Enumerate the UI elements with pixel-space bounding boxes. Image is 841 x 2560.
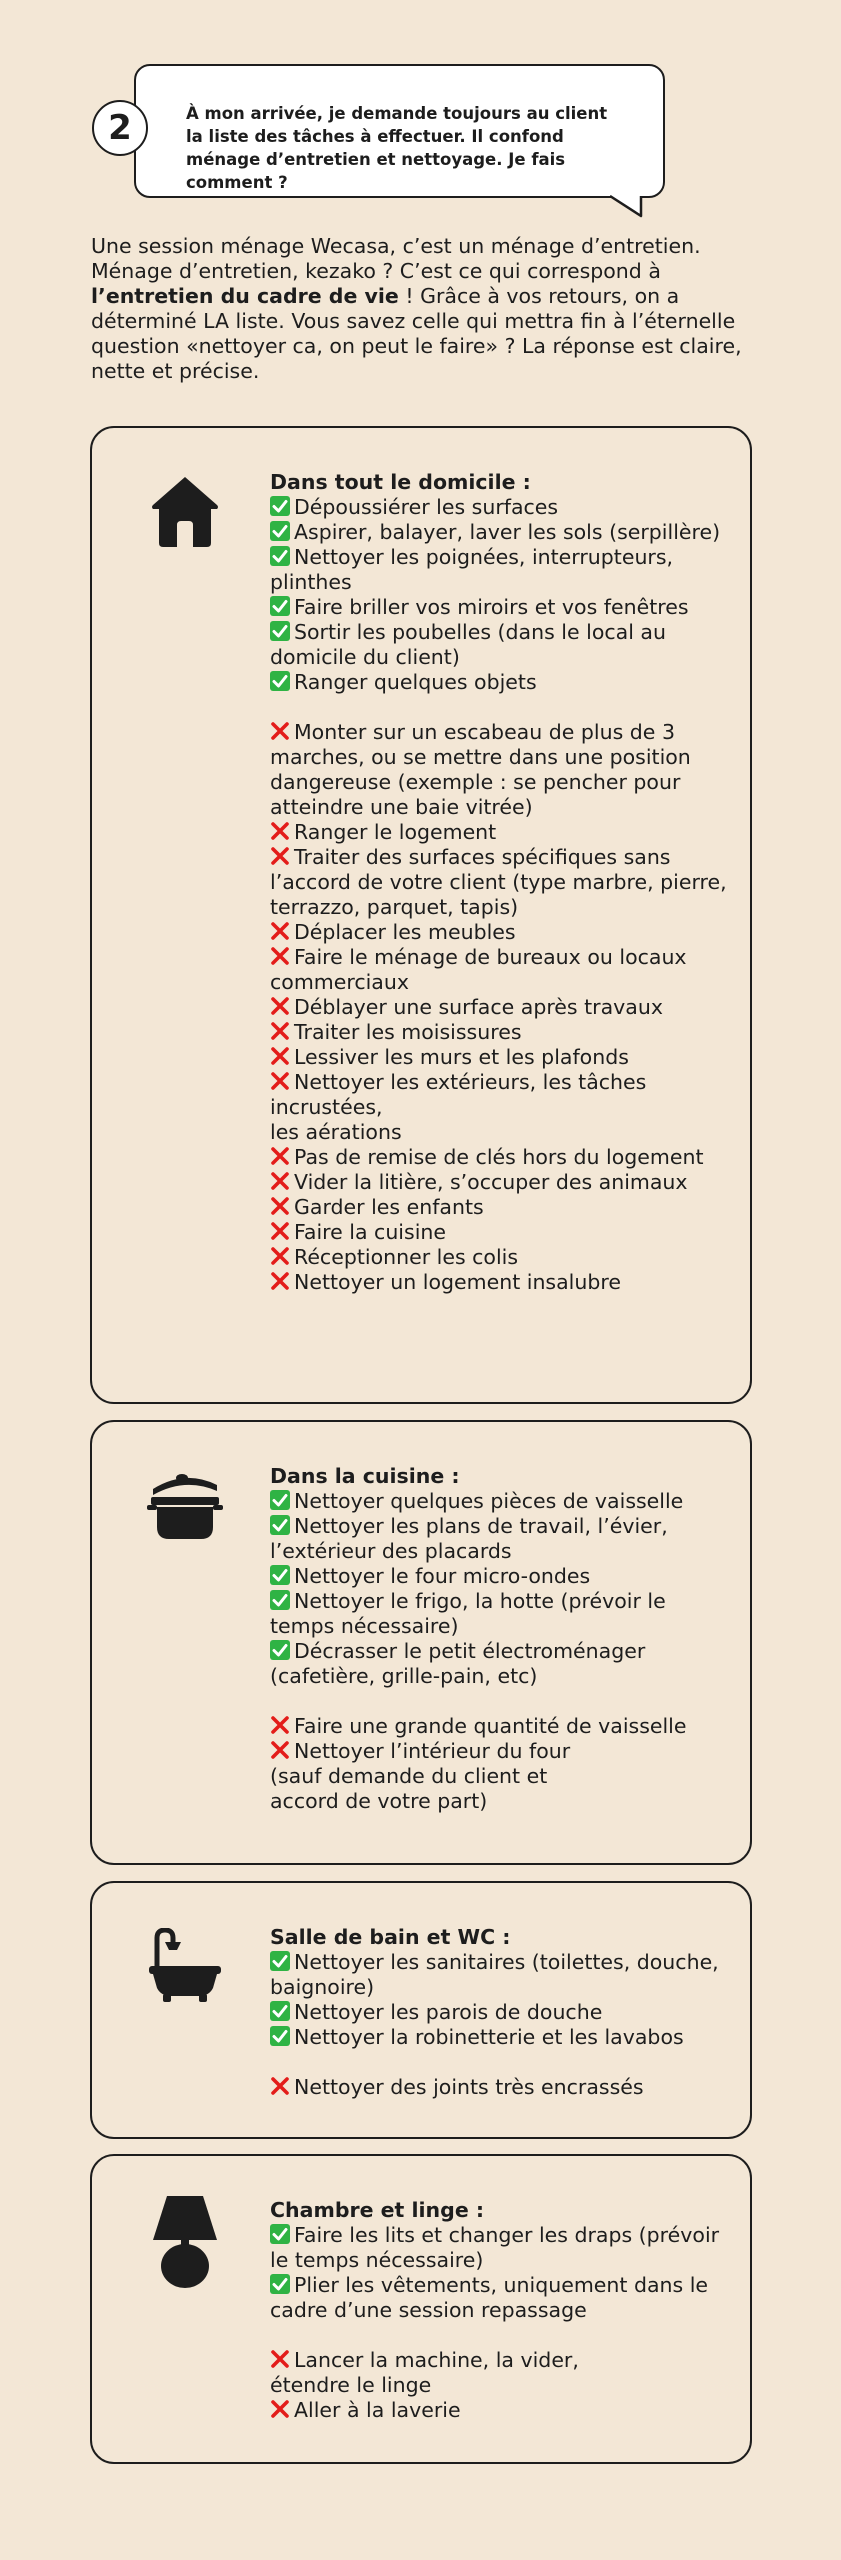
cross-mark-icon <box>270 2076 290 2096</box>
task-label: Nettoyer les poignées, interrupteurs, plinthes <box>270 545 674 594</box>
bubble-tail <box>608 195 644 219</box>
cross-mark-icon <box>270 1171 290 1191</box>
forbidden-task-item <box>270 1195 730 1220</box>
task-label: Ranger quelques objets <box>294 670 537 694</box>
task-label: Nettoyer quelques pièces de vaisselle <box>294 1489 684 1513</box>
task-label: Traiter des surfaces spécifiques sans l’accord de votre client (type marbre, pierre, terrazzo, parquet, tapis) <box>270 845 727 919</box>
forbidden-task-item <box>270 1220 730 1245</box>
cross-mark-icon <box>270 2399 290 2419</box>
forbidden-task-item <box>270 720 730 820</box>
allowed-task-item <box>270 1514 730 1564</box>
allowed-task-item <box>270 670 730 695</box>
task-label: Garder les enfants <box>294 1195 484 1219</box>
task-label: Réceptionner les colis <box>294 1245 519 1269</box>
section-title: Dans la cuisine : <box>270 1464 460 1488</box>
cross-mark-icon <box>270 1221 290 1241</box>
task-label: Nettoyer le four micro-ondes <box>294 1564 591 1588</box>
check-mark-icon <box>270 546 290 566</box>
intro-highlight: l’entretien du cadre de vie <box>91 284 399 308</box>
cross-mark-icon <box>270 1146 290 1166</box>
check-mark-icon <box>270 1565 290 1585</box>
task-label: Monter sur un escabeau de plus de 3 marches, ou se mettre dans une position dangereuse (exemple : se pencher pour atteindre une baie vitrée) <box>270 720 691 819</box>
check-mark-icon <box>270 521 290 541</box>
intro-paragraph: Une session ménage Wecasa, c’est un ménage d’entretien. Ménage d’entretien, kezako ? C’est ce qui correspond à l’entretien du cadre de vie ! Grâce à vos retours, on a déterminé LA liste. Vous savez celle qui mettra fin à l’éternelle question «nettoyer ca, on peut le faire» ? La réponse est claire, nette et précise. <box>91 234 742 383</box>
section-card-kitchen <box>90 1420 752 1865</box>
allowed-task-item <box>270 1489 730 1514</box>
allowed-task-item <box>270 2223 730 2273</box>
cross-mark-icon <box>270 1021 290 1041</box>
task-label: Nettoyer un logement insalubre <box>294 1270 621 1294</box>
forbidden-task-item <box>270 995 730 1020</box>
section-title: Chambre et linge : <box>270 2198 485 2222</box>
forbidden-task-item <box>270 1739 730 1814</box>
section-card-bedroom <box>90 2154 752 2464</box>
allowed-task-item <box>270 1639 730 1689</box>
allowed-task-item <box>270 495 730 520</box>
section-title: Salle de bain et WC : <box>270 1925 511 1949</box>
lamp-icon <box>147 2194 223 2290</box>
check-mark-icon <box>270 621 290 641</box>
task-label: Sortir les poubelles (dans le local au domicile du client) <box>270 620 666 669</box>
task-label: Faire le ménage de bureaux ou locaux commerciaux <box>270 945 687 994</box>
section-content <box>270 1464 730 1814</box>
task-label: Nettoyer les extérieurs, les tâches incrustées, les aérations <box>270 1070 647 1144</box>
task-label: Dépoussiérer les surfaces <box>294 495 559 519</box>
task-label: Aller à la laverie <box>294 2398 461 2422</box>
task-label: Pas de remise de clés hors du logement <box>294 1145 704 1169</box>
cross-mark-icon <box>270 2349 290 2369</box>
step-number-badge: 2 <box>92 100 148 156</box>
task-label: Faire une grande quantité de vaisselle <box>294 1714 687 1738</box>
check-mark-icon <box>270 1951 290 1971</box>
check-mark-icon <box>270 496 290 516</box>
task-label: Nettoyer les sanitaires (toilettes, douche, baignoire) <box>270 1950 719 1999</box>
forbidden-task-item <box>270 2348 730 2398</box>
task-label: Traiter les moisissures <box>294 1020 522 1044</box>
cross-mark-icon <box>270 1740 290 1760</box>
check-mark-icon <box>270 1490 290 1510</box>
house-icon <box>147 473 223 549</box>
task-label: Vider la litière, s’occuper des animaux <box>294 1170 688 1194</box>
list-spacer <box>270 2323 730 2348</box>
check-mark-icon <box>270 596 290 616</box>
section-title: Dans tout le domicile : <box>270 470 531 494</box>
cross-mark-icon <box>270 1046 290 1066</box>
forbidden-task-item <box>270 1245 730 1270</box>
cross-mark-icon <box>270 1246 290 1266</box>
task-label: Nettoyer le frigo, la hotte (prévoir le temps nécessaire) <box>270 1589 666 1638</box>
check-mark-icon <box>270 1590 290 1610</box>
task-label: Lancer la machine, la vider, étendre le linge <box>270 2348 579 2397</box>
forbidden-task-item <box>270 820 730 845</box>
cross-mark-icon <box>270 921 290 941</box>
cross-mark-icon <box>270 846 290 866</box>
list-spacer <box>270 2050 730 2075</box>
forbidden-task-item <box>270 1045 730 1070</box>
check-mark-icon <box>270 2224 290 2244</box>
check-mark-icon <box>270 1640 290 1660</box>
task-label: Décrasser le petit électroménager (cafetière, grille-pain, etc) <box>270 1639 646 1688</box>
check-mark-icon <box>270 2026 290 2046</box>
forbidden-task-item <box>270 2398 730 2423</box>
question-bubble <box>134 64 665 198</box>
section-card-bathroom <box>90 1881 752 2139</box>
forbidden-task-item <box>270 1070 730 1145</box>
task-label: Nettoyer les parois de douche <box>294 2000 603 2024</box>
allowed-task-item <box>270 2273 730 2323</box>
cooking-pot-icon <box>147 1467 223 1543</box>
cross-mark-icon <box>270 1196 290 1216</box>
forbidden-task-item <box>270 1170 730 1195</box>
cross-mark-icon <box>270 821 290 841</box>
allowed-task-item <box>270 620 730 670</box>
allowed-task-item <box>270 545 730 595</box>
forbidden-task-item <box>270 1145 730 1170</box>
check-mark-icon <box>270 2001 290 2021</box>
forbidden-task-item <box>270 920 730 945</box>
cross-mark-icon <box>270 946 290 966</box>
list-spacer <box>270 695 730 720</box>
section-content <box>270 470 730 1295</box>
allowed-task-item <box>270 1950 730 2000</box>
forbidden-task-item <box>270 845 730 920</box>
task-label: Nettoyer les plans de travail, l’évier, l’extérieur des placards <box>270 1514 668 1563</box>
cross-mark-icon <box>270 1071 290 1091</box>
cross-mark-icon <box>270 1271 290 1291</box>
task-label: Faire la cuisine <box>294 1220 446 1244</box>
allowed-task-item <box>270 1564 730 1589</box>
allowed-task-item <box>270 2025 730 2050</box>
task-label: Faire briller vos miroirs et vos fenêtres <box>294 595 689 619</box>
cross-mark-icon <box>270 1715 290 1735</box>
task-label: Plier les vêtements, uniquement dans le cadre d’une session repassage <box>270 2273 709 2322</box>
forbidden-task-item <box>270 1020 730 1045</box>
forbidden-task-item <box>270 1270 730 1295</box>
check-mark-icon <box>270 2274 290 2294</box>
task-label: Aspirer, balayer, laver les sols (serpillère) <box>294 520 721 544</box>
task-label: Déplacer les meubles <box>294 920 516 944</box>
task-label: Lessiver les murs et les plafonds <box>294 1045 629 1069</box>
section-content <box>270 1925 730 2100</box>
cross-mark-icon <box>270 996 290 1016</box>
allowed-task-item <box>270 2000 730 2025</box>
section-content <box>270 2198 730 2423</box>
forbidden-task-item <box>270 1714 730 1739</box>
task-label: Nettoyer l’intérieur du four (sauf demande du client et accord de votre part) <box>270 1739 571 1813</box>
task-label: Déblayer une surface après travaux <box>294 995 663 1019</box>
allowed-task-item <box>270 520 730 545</box>
forbidden-task-item <box>270 2075 730 2100</box>
question-text: À mon arrivée, je demande toujours au client la liste des tâches à effectuer. Il confond ménage d’entretien et nettoyage. Je fais comment ? <box>186 104 608 192</box>
section-card-home <box>90 426 752 1404</box>
check-mark-icon <box>270 671 290 691</box>
task-label: Faire les lits et changer les draps (prévoir le temps nécessaire) <box>270 2223 720 2272</box>
forbidden-task-item <box>270 945 730 995</box>
bathtub-icon <box>147 1928 223 2004</box>
allowed-task-item <box>270 595 730 620</box>
check-mark-icon <box>270 1515 290 1535</box>
task-label: Nettoyer des joints très encrassés <box>294 2075 644 2099</box>
list-spacer <box>270 1689 730 1714</box>
cross-mark-icon <box>270 721 290 741</box>
allowed-task-item <box>270 1589 730 1639</box>
task-label: Nettoyer la robinetterie et les lavabos <box>294 2025 684 2049</box>
task-label: Ranger le logement <box>294 820 497 844</box>
